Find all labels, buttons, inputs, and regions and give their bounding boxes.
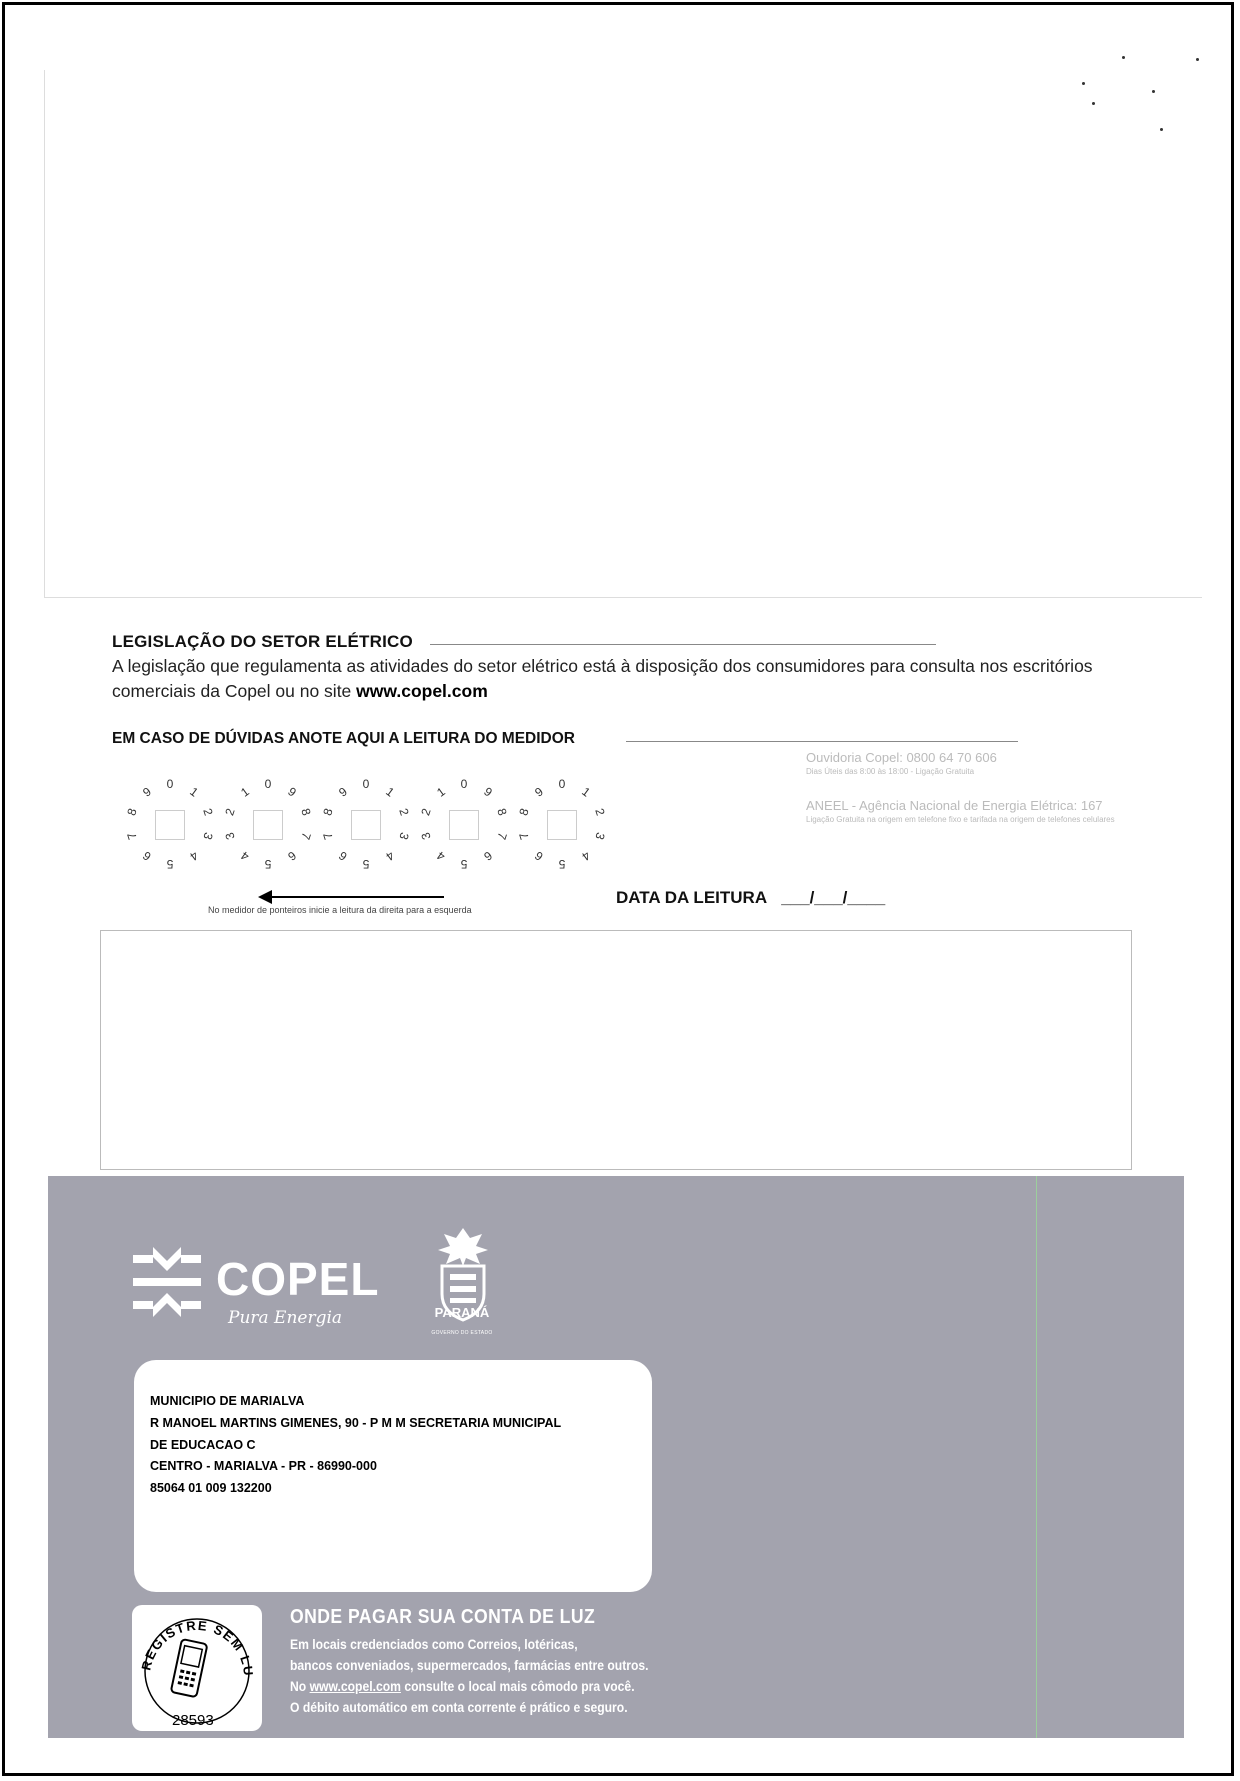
meter-title-rule: [626, 741, 1018, 742]
meter-dial-digit: 9: [335, 783, 350, 800]
meter-dial-digit: 4: [433, 848, 448, 865]
aneel-phone: ANEEL - Agência Nacional de Energia Elétrica: 167: [806, 798, 1103, 813]
meter-dial-digit: 9: [480, 783, 495, 800]
meter-dial-center: [351, 810, 381, 840]
meter-dial-digit: 3: [396, 831, 412, 842]
meter-dial-digit: 5: [264, 857, 272, 871]
meter-dial-digit: 9: [139, 783, 154, 800]
meter-dial-digit: 5: [166, 857, 174, 871]
legislation-text: [112, 654, 1132, 704]
meter-dial: [220, 778, 316, 874]
meter-dial: [122, 778, 218, 874]
sms-number: 28593: [172, 1712, 214, 1729]
legislation-title: LEGISLAÇÃO DO SETOR ELÉTRICO: [112, 632, 413, 651]
ouvidoria-hours: Dias Úteis das 8:00 às 18:00 - Ligação Gratuita: [806, 767, 975, 776]
parana-crest-icon: [420, 1224, 506, 1344]
meter-dial-center: [155, 810, 185, 840]
meter-dial-digit: 5: [460, 857, 468, 871]
sms-text: REGISTRE SEM LU: [138, 1617, 257, 1678]
meter-dial-digit: 3: [222, 831, 238, 842]
meter-dial-digit: 6: [480, 848, 495, 865]
meter-dial-digit: 1: [186, 783, 201, 800]
copel-slogan: Pura Energia: [228, 1308, 343, 1328]
copel-logo-text: COPEL: [216, 1253, 380, 1305]
meter-dial-center: [547, 810, 577, 840]
meter-dial-digit: 0: [558, 777, 566, 791]
meter-dial-digit: 0: [460, 777, 468, 791]
meter-dial-digit: 1: [237, 783, 252, 800]
meter-dial: [514, 778, 610, 874]
parana-sub-label: GOVERNO DO ESTADO: [431, 1330, 493, 1336]
meter-dial-digit: 4: [186, 848, 201, 865]
meter-dial-digit: 7: [298, 831, 314, 842]
notes-box: [100, 930, 1132, 1170]
address-line-3: DE EDUCACAO C: [150, 1438, 256, 1452]
meter-dial-center: [449, 810, 479, 840]
meter-dial-digit: 8: [494, 806, 510, 817]
meter-dial: [318, 778, 414, 874]
payment-line-4: O débito automático em conta corrente é prático e seguro.: [290, 1700, 628, 1715]
meter-dial-digit: 4: [237, 848, 252, 865]
reading-date-label: DATA DA LEITURA: [616, 888, 767, 907]
meter-dial-center: [253, 810, 283, 840]
meter-dial-digit: 1: [433, 783, 448, 800]
payment-line-2: bancos conveniados, supermercados, farmácias entre outros.: [290, 1658, 649, 1673]
meter-dial-digit: 2: [222, 806, 238, 817]
address-line-5: 85064 01 009 132200: [150, 1481, 272, 1495]
blank-upper-panel: [44, 70, 1202, 598]
legislation-text-body: A legislação que regulamenta as atividades do setor elétrico está à disposição dos consumidores para consulta nos escritórios comerciais da Copel ou no site: [112, 656, 1093, 701]
parana-label: PARANÁ: [434, 1305, 490, 1320]
legislation-site-link[interactable]: www.copel.com: [356, 681, 488, 701]
meter-dial-digit: 8: [298, 806, 314, 817]
meter-dial-digit: 3: [418, 831, 434, 842]
meter-dial-digit: 5: [362, 857, 370, 871]
reading-date: [616, 888, 885, 908]
reading-date-blank: ___/___/____: [781, 888, 886, 907]
meter-dial-digit: 7: [516, 831, 532, 842]
meter-dials: [122, 778, 612, 888]
aneel-note: Ligação Gratuita na origem em telefone fixo e tarifada na origem de telefones celulares: [806, 815, 1115, 824]
meter-dial-digit: 8: [124, 806, 140, 817]
arrow-line: [268, 896, 444, 898]
meter-dial-digit: 6: [139, 848, 154, 865]
meter-dial-digit: 3: [200, 831, 216, 842]
address-window: [134, 1360, 652, 1592]
payment-title: ONDE PAGAR SUA CONTA DE LUZ: [290, 1606, 596, 1628]
meter-dial-digit: 9: [531, 783, 546, 800]
meter-dial-digit: 4: [382, 848, 397, 865]
meter-dial-digit: 8: [516, 806, 532, 817]
meter-dial: [416, 778, 512, 874]
contacts-block: [806, 750, 1166, 824]
legislation-rule: [430, 644, 936, 645]
payment-site-link[interactable]: www.copel.com: [309, 1679, 401, 1694]
meter-dial-digit: 2: [396, 806, 412, 817]
payment-line-3-prefix: No: [290, 1679, 310, 1694]
address-line-2: R MANOEL MARTINS GIMENES, 90 - P M M SECRETARIA MUNICIPAL: [150, 1416, 562, 1430]
meter-dial-digit: 6: [531, 848, 546, 865]
sms-phone-icon: [132, 1605, 262, 1731]
address-line-1: MUNICIPIO DE MARIALVA: [150, 1394, 305, 1408]
meter-dial-digit: 1: [382, 783, 397, 800]
meter-dial-digit: 3: [592, 831, 608, 842]
meter-dial-digit: 2: [592, 806, 608, 817]
meter-dial-digit: 8: [320, 806, 336, 817]
meter-dial-digit: 1: [578, 783, 593, 800]
fold-line: [1036, 1176, 1037, 1738]
meter-dial-digit: 2: [200, 806, 216, 817]
meter-dial-digit: 0: [264, 777, 272, 791]
meter-dial-digit: 5: [558, 857, 566, 871]
meter-dial-digit: 6: [335, 848, 350, 865]
meter-dial-digit: 7: [320, 831, 336, 842]
meter-dial-digit: 0: [362, 777, 370, 791]
meter-dial-digit: 7: [124, 831, 140, 842]
meter-dial-digit: 4: [578, 848, 593, 865]
meter-dial-digit: 6: [284, 848, 299, 865]
meter-dial-digit: 2: [418, 806, 434, 817]
meter-dial-digit: 9: [284, 783, 299, 800]
meter-dial-digit: 7: [494, 831, 510, 842]
meter-dial-digit: 0: [166, 777, 174, 791]
address-line-4: CENTRO - MARIALVA - PR - 86990-000: [150, 1459, 377, 1473]
meter-instruction: No medidor de ponteiros inicie a leitura da direita para a esquerda: [208, 905, 472, 915]
meter-reading-title: EM CASO DE DÚVIDAS ANOTE AQUI A LEITURA DO MEDIDOR: [112, 730, 576, 747]
copel-logo-icon: [133, 1247, 201, 1317]
payment-line-3: [290, 1679, 635, 1694]
payment-line-1: Em locais credenciados como Correios, lotéricas,: [290, 1637, 578, 1652]
payment-line-3-suffix: consulte o local mais cômodo pra você.: [400, 1679, 635, 1694]
ouvidoria-phone: Ouvidoria Copel: 0800 64 70 606: [806, 750, 997, 765]
sms-badge: [132, 1605, 262, 1731]
